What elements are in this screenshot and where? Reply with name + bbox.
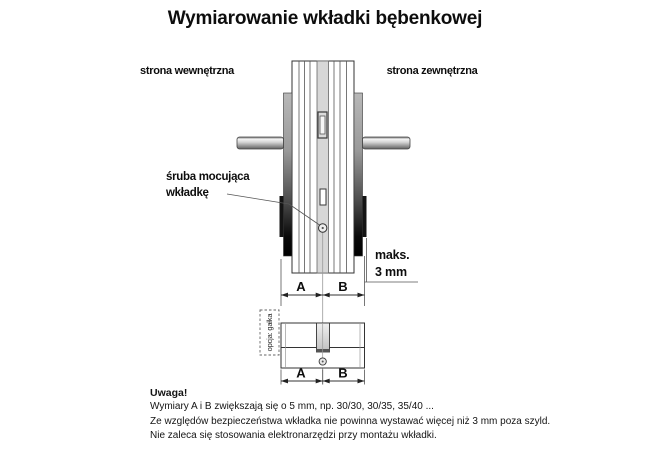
spindle-rod-inner — [237, 137, 284, 149]
note-line: Nie zaleca się stosowania elektronarzędzi przy montażu wkładki. — [150, 430, 437, 441]
spindle-rod-outer — [363, 137, 411, 149]
dim-a-upper: A — [296, 279, 306, 294]
mounting-screw — [319, 224, 327, 232]
lock-pin — [320, 189, 326, 205]
max-label-line1: maks. — [375, 248, 410, 262]
escutcheon-plate-outer — [354, 93, 363, 256]
note-line: Wymiary A i B zwiększają się o 5 mm, np. 30/30, 30/35, 35/40 ... — [150, 401, 434, 412]
note-line: Ze względów bezpieczeństwa wkładka nie powinna wystawać więcej niż 3 mm poza szyld. — [150, 415, 551, 427]
cylinder-profile — [281, 323, 365, 368]
inner-side-label: strona wewnętrzna — [140, 65, 234, 77]
max-label-line2: 3 mm — [375, 265, 407, 279]
screw-label-line2: wkładkę — [166, 187, 209, 199]
knob-option-box — [260, 310, 279, 355]
escutcheon-plate-inner — [284, 93, 293, 256]
profile-screw-hole — [319, 358, 326, 365]
latch-follower — [318, 112, 327, 138]
footer-notes — [150, 386, 570, 444]
dim-b-lower: B — [338, 365, 348, 381]
screw-label-line1: śruba mocująca — [166, 171, 250, 183]
outer-side-label: strona zewnętrzna — [386, 65, 478, 77]
dim-b-upper: B — [338, 279, 348, 294]
dim-a-lower: A — [296, 365, 306, 381]
notes-heading: Uwaga! — [150, 387, 188, 399]
knob-option-label: opcja: gałka — [265, 313, 274, 352]
page-title: Wymiarowanie wkładki bębenkowej — [167, 8, 483, 29]
